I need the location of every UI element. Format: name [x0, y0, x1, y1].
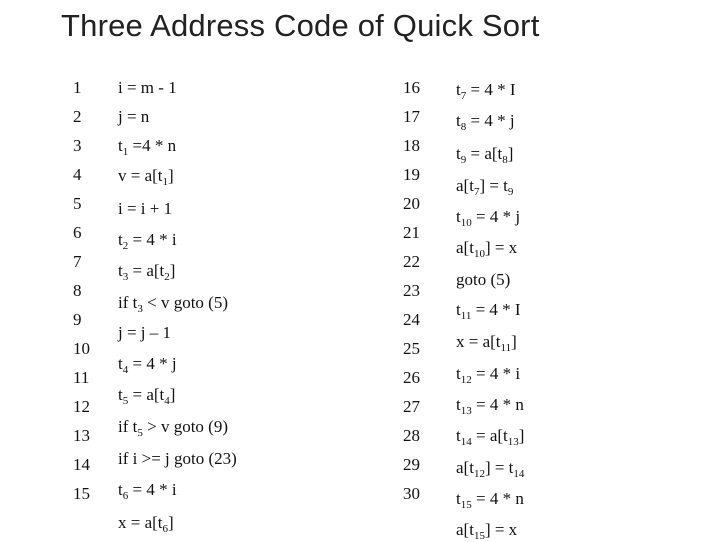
code-text: ] [169, 385, 176, 404]
code-line [118, 166, 174, 186]
code-line [456, 520, 517, 540]
code-subscript: 14 [460, 436, 472, 448]
code-text: = 4 * I [466, 80, 516, 99]
code-subscript: 13 [460, 405, 472, 417]
line-number: 10 [73, 339, 90, 358]
code-text: ] = x [484, 238, 518, 257]
code-subscript: 3 [137, 303, 143, 315]
code-text: j = j – 1 [118, 323, 172, 342]
code-text: ] [518, 426, 525, 445]
code-text: t [118, 136, 123, 155]
line-number: 12 [73, 397, 90, 416]
code-line [456, 364, 520, 384]
code-text: x = a[t [118, 513, 163, 532]
line-number: 29 [403, 455, 420, 474]
code-text: a[t [456, 520, 474, 539]
code-line [456, 395, 524, 415]
code-line [456, 458, 524, 478]
code-subscript: 8 [460, 121, 467, 133]
line-number: 1 [73, 78, 82, 97]
code-text: i = m - 1 [118, 78, 177, 97]
line-number: 4 [73, 165, 82, 184]
line-number: 26 [403, 368, 420, 387]
code-line [456, 176, 513, 196]
code-text: = a[t [128, 261, 165, 280]
code-line [118, 230, 177, 250]
code-subscript: 4 [164, 395, 170, 407]
code-subscript: 13 [507, 436, 519, 448]
code-text: ] [168, 166, 174, 185]
code-text: v = a[t [118, 166, 163, 185]
code-line [118, 323, 171, 343]
code-text: t [118, 230, 123, 249]
code-line [118, 480, 177, 500]
code-subscript: 9 [460, 154, 467, 166]
code-text: t [118, 480, 123, 499]
code-subscript: 1 [162, 176, 169, 188]
code-subscript: 12 [460, 374, 472, 386]
code-line [118, 107, 149, 127]
code-text: = a[t [466, 144, 503, 163]
code-line [456, 489, 524, 509]
code-subscript: 7 [473, 186, 480, 198]
line-number: 16 [403, 78, 420, 97]
code-text: = 4 * i [128, 230, 177, 249]
code-line [118, 293, 228, 313]
line-number: 7 [73, 252, 82, 271]
code-line [118, 449, 237, 469]
code-text: = 4 * i [471, 364, 521, 383]
code-text: t [456, 364, 461, 383]
code-text: t [456, 144, 461, 163]
line-number: 17 [403, 107, 420, 126]
code-subscript: 4 [122, 364, 129, 376]
line-number: 21 [403, 223, 420, 242]
line-number: 18 [403, 136, 420, 155]
code-subscript: 11 [500, 342, 512, 354]
code-text: t [118, 354, 123, 373]
code-line [118, 417, 228, 437]
code-line [456, 270, 510, 290]
code-text: t [118, 385, 123, 404]
code-line [118, 385, 175, 405]
code-text: = 4 * n [471, 489, 524, 508]
code-subscript: 5 [122, 395, 129, 407]
code-line [118, 513, 174, 533]
line-number: 2 [73, 107, 82, 126]
code-line [456, 238, 517, 258]
code-text: a[t [456, 458, 474, 477]
code-text: a[t [456, 238, 474, 257]
code-line [118, 261, 175, 281]
line-number: 24 [403, 310, 420, 329]
code-text: = 4 * n [471, 395, 524, 414]
code-subscript: 2 [164, 271, 170, 283]
code-subscript: 14 [513, 468, 525, 480]
code-text: > v goto (9) [142, 417, 228, 436]
code-text: if i >= j goto (23) [118, 449, 237, 468]
code-line [456, 300, 521, 320]
code-subscript: 1 [122, 146, 129, 158]
code-subscript: 10 [460, 217, 472, 229]
code-text: a[t [456, 176, 474, 195]
code-subscript: 12 [473, 468, 485, 480]
code-text: < v goto (5) [142, 293, 228, 312]
code-line [456, 332, 517, 352]
line-number: 3 [73, 136, 82, 155]
line-number: 30 [403, 484, 420, 503]
line-number: 25 [403, 339, 420, 358]
line-number: 5 [73, 194, 82, 213]
code-text: = a[t [471, 426, 508, 445]
code-text: = 4 * j [471, 207, 521, 226]
code-text: ] = t [484, 458, 514, 477]
code-text: if t [118, 293, 138, 312]
line-number: 13 [73, 426, 90, 445]
code-text: ] [168, 513, 174, 532]
line-number: 6 [73, 223, 82, 242]
code-line [456, 80, 515, 100]
code-text: ] [507, 144, 514, 163]
code-line [118, 199, 172, 219]
line-number: 28 [403, 426, 420, 445]
code-subscript: 8 [502, 154, 508, 166]
code-text: t [456, 111, 461, 130]
line-number: 9 [73, 310, 82, 329]
code-subscript: 11 [460, 310, 472, 322]
line-number: 20 [403, 194, 420, 213]
code-text: = a[t [128, 385, 165, 404]
code-subscript: 15 [473, 530, 485, 542]
code-line [456, 426, 524, 446]
code-text: ] [169, 261, 176, 280]
code-line [118, 354, 177, 374]
code-subscript: 3 [122, 271, 129, 283]
code-subscript: 5 [137, 427, 143, 439]
code-subscript: 7 [460, 90, 467, 102]
code-text: j = n [118, 107, 150, 126]
line-number: 11 [73, 368, 90, 387]
code-subscript: 10 [473, 248, 485, 260]
code-text: = 4 * j [128, 354, 177, 373]
code-subscript: 15 [460, 499, 472, 511]
code-text: ] = t [479, 176, 508, 195]
line-number: 14 [73, 455, 90, 474]
code-text: i = i + 1 [118, 199, 173, 218]
code-text: = 4 * j [466, 111, 515, 130]
code-text: if t [118, 417, 138, 436]
code-text: =4 * n [128, 136, 177, 155]
code-text: t [456, 207, 461, 226]
code-text: t [456, 300, 461, 319]
line-number: 19 [403, 165, 420, 184]
line-number: 8 [73, 281, 82, 300]
code-subscript: 6 [122, 490, 129, 502]
code-text: = 4 * I [471, 300, 521, 319]
code-text: ] [511, 332, 517, 351]
code-text: t [118, 261, 123, 280]
code-line [118, 136, 176, 156]
slide-title: Three Address Code of Quick Sort [61, 8, 540, 43]
code-text: t [456, 395, 461, 414]
code-line [456, 144, 513, 164]
code-line [456, 111, 515, 131]
code-subscript: 6 [162, 523, 169, 535]
code-subscript: 9 [507, 186, 514, 198]
code-text: t [456, 426, 461, 445]
line-number: 22 [403, 252, 420, 271]
code-text: x = a[t [456, 332, 501, 351]
line-number: 15 [73, 484, 90, 503]
code-line [118, 78, 177, 98]
code-text: t [456, 489, 461, 508]
code-line [456, 207, 520, 227]
code-text: ] = x [484, 520, 518, 539]
code-text: goto (5) [456, 270, 511, 289]
code-subscript: 2 [122, 240, 129, 252]
code-text: = 4 * i [128, 480, 177, 499]
line-number: 27 [403, 397, 420, 416]
line-number: 23 [403, 281, 420, 300]
code-text: t [456, 80, 461, 99]
